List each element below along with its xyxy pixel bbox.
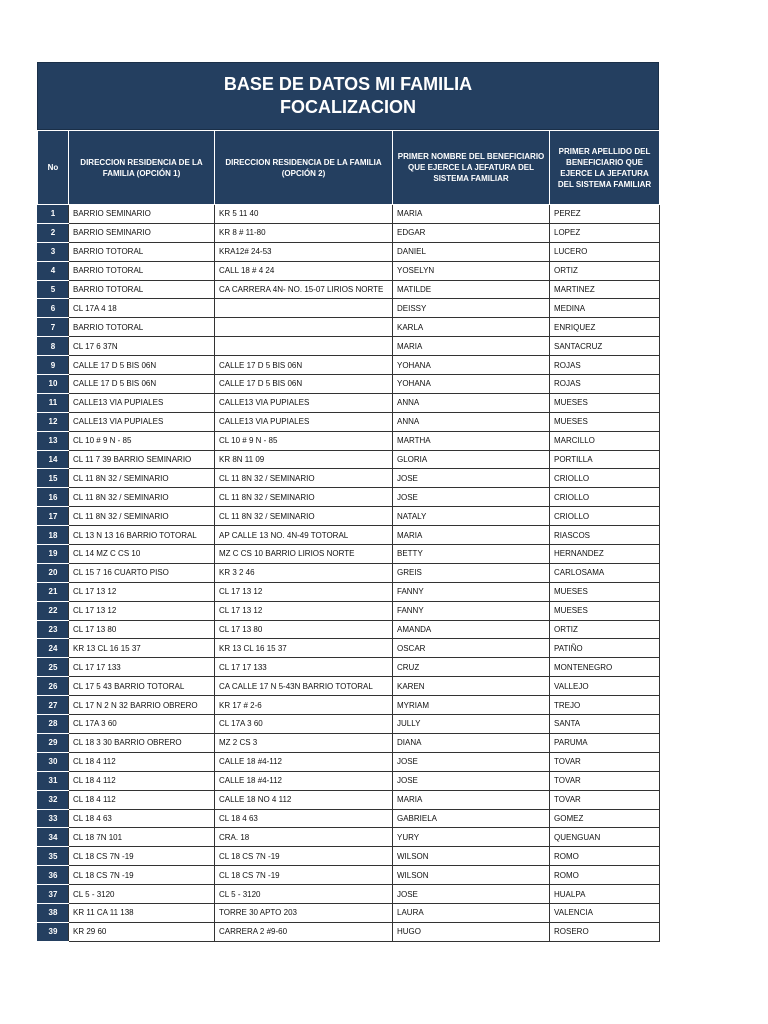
- table-row: [38, 733, 660, 752]
- header-no: No: [38, 131, 69, 205]
- last-name-cell: PATIÑO: [550, 639, 660, 658]
- address-1-cell: CL 18 4 63: [69, 809, 215, 828]
- first-name-cell: MARIA: [393, 205, 550, 224]
- last-name-cell: MUESES: [550, 601, 660, 620]
- table-row: [38, 828, 660, 847]
- table-row: [38, 885, 660, 904]
- last-name-cell: VALENCIA: [550, 903, 660, 922]
- table-row: [38, 715, 660, 734]
- address-2-cell: [215, 318, 393, 337]
- last-name-cell: CRIOLLO: [550, 488, 660, 507]
- first-name-cell: KARLA: [393, 318, 550, 337]
- table-row: [38, 488, 660, 507]
- last-name-cell: MUESES: [550, 582, 660, 601]
- title-line-2: FOCALIZACION: [280, 97, 416, 117]
- address-1-cell: KR 29 60: [69, 922, 215, 941]
- table-row: [38, 205, 660, 224]
- table-row: [38, 469, 660, 488]
- first-name-cell: CRUZ: [393, 658, 550, 677]
- table-row: [38, 261, 660, 280]
- address-2-cell: CL 18 CS 7N -19: [215, 866, 393, 885]
- first-name-cell: KAREN: [393, 677, 550, 696]
- table-body: [38, 205, 660, 942]
- header-address-1: DIRECCION RESIDENCIA DE LA FAMILIA (OPCIÓN 1): [69, 131, 215, 205]
- address-2-cell: AP CALLE 13 NO. 4N-49 TOTORAL: [215, 526, 393, 545]
- address-2-cell: KR 8N 11 09: [215, 450, 393, 469]
- last-name-cell: TOVAR: [550, 790, 660, 809]
- row-number: 29: [38, 733, 69, 752]
- first-name-cell: DANIEL: [393, 242, 550, 261]
- table-row: [38, 356, 660, 375]
- row-number: 8: [38, 337, 69, 356]
- first-name-cell: YOHANA: [393, 356, 550, 375]
- row-number: 36: [38, 866, 69, 885]
- first-name-cell: WILSON: [393, 847, 550, 866]
- row-number: 11: [38, 393, 69, 412]
- first-name-cell: LAURA: [393, 903, 550, 922]
- row-number: 37: [38, 885, 69, 904]
- address-1-cell: CL 18 CS 7N -19: [69, 847, 215, 866]
- row-number: 30: [38, 752, 69, 771]
- address-2-cell: CRA. 18: [215, 828, 393, 847]
- row-number: 3: [38, 242, 69, 261]
- address-1-cell: CL 18 4 112: [69, 752, 215, 771]
- address-2-cell: CALLE 18 NO 4 112: [215, 790, 393, 809]
- row-number: 13: [38, 431, 69, 450]
- last-name-cell: QUENGUAN: [550, 828, 660, 847]
- last-name-cell: ENRIQUEZ: [550, 318, 660, 337]
- address-2-cell: CA CARRERA 4N- NO. 15-07 LIRIOS NORTE: [215, 280, 393, 299]
- address-1-cell: CL 18 4 112: [69, 771, 215, 790]
- address-1-cell: CL 11 7 39 BARRIO SEMINARIO: [69, 450, 215, 469]
- address-2-cell: CL 17A 3 60: [215, 715, 393, 734]
- address-1-cell: CL 18 CS 7N -19: [69, 866, 215, 885]
- last-name-cell: PEREZ: [550, 205, 660, 224]
- address-1-cell: BARRIO TOTORAL: [69, 242, 215, 261]
- row-number: 4: [38, 261, 69, 280]
- title-band: [37, 62, 659, 130]
- address-2-cell: CALLE 18 #4-112: [215, 771, 393, 790]
- first-name-cell: GABRIELA: [393, 809, 550, 828]
- address-2-cell: CA CALLE 17 N 5-43N BARRIO TOTORAL: [215, 677, 393, 696]
- address-2-cell: CALLE 18 #4-112: [215, 752, 393, 771]
- row-number: 2: [38, 223, 69, 242]
- address-2-cell: KR 17 # 2-6: [215, 696, 393, 715]
- address-2-cell: CARRERA 2 #9-60: [215, 922, 393, 941]
- table-row: [38, 563, 660, 582]
- spreadsheet: [37, 62, 659, 942]
- first-name-cell: MARIA: [393, 790, 550, 809]
- address-1-cell: CL 18 3 30 BARRIO OBRERO: [69, 733, 215, 752]
- address-1-cell: CL 17 5 43 BARRIO TOTORAL: [69, 677, 215, 696]
- row-number: 7: [38, 318, 69, 337]
- address-1-cell: CL 17 N 2 N 32 BARRIO OBRERO: [69, 696, 215, 715]
- address-2-cell: CALLE13 VIA PUPIALES: [215, 412, 393, 431]
- table-row: [38, 752, 660, 771]
- address-2-cell: MZ C CS 10 BARRIO LIRIOS NORTE: [215, 545, 393, 564]
- row-number: 12: [38, 412, 69, 431]
- row-number: 14: [38, 450, 69, 469]
- last-name-cell: ROJAS: [550, 356, 660, 375]
- table-row: [38, 847, 660, 866]
- table-row: [38, 658, 660, 677]
- address-2-cell: CL 11 8N 32 / SEMINARIO: [215, 488, 393, 507]
- first-name-cell: FANNY: [393, 582, 550, 601]
- address-1-cell: CL 17A 4 18: [69, 299, 215, 318]
- row-number: 19: [38, 545, 69, 564]
- address-1-cell: CL 11 8N 32 / SEMINARIO: [69, 469, 215, 488]
- address-2-cell: CL 17 17 133: [215, 658, 393, 677]
- first-name-cell: MARIA: [393, 526, 550, 545]
- header-row: [38, 131, 660, 205]
- table-row: [38, 450, 660, 469]
- row-number: 32: [38, 790, 69, 809]
- table-row: [38, 526, 660, 545]
- last-name-cell: CARLOSAMA: [550, 563, 660, 582]
- title-line-1: BASE DE DATOS MI FAMILIA: [223, 74, 473, 94]
- beneficiary-table: [37, 130, 660, 942]
- first-name-cell: MYRIAM: [393, 696, 550, 715]
- address-2-cell: CALLE13 VIA PUPIALES: [215, 393, 393, 412]
- address-1-cell: CL 17A 3 60: [69, 715, 215, 734]
- address-2-cell: CL 11 8N 32 / SEMINARIO: [215, 469, 393, 488]
- address-1-cell: BARRIO SEMINARIO: [69, 205, 215, 224]
- table-row: [38, 601, 660, 620]
- address-2-cell: CL 10 # 9 N - 85: [215, 431, 393, 450]
- row-number: 38: [38, 903, 69, 922]
- first-name-cell: WILSON: [393, 866, 550, 885]
- table-row: [38, 866, 660, 885]
- row-number: 21: [38, 582, 69, 601]
- last-name-cell: ROMO: [550, 866, 660, 885]
- last-name-cell: MEDINA: [550, 299, 660, 318]
- last-name-cell: SANTACRUZ: [550, 337, 660, 356]
- address-2-cell: CALL 18 # 4 24: [215, 261, 393, 280]
- first-name-cell: ANNA: [393, 412, 550, 431]
- address-1-cell: BARRIO TOTORAL: [69, 261, 215, 280]
- address-2-cell: CL 11 8N 32 / SEMINARIO: [215, 507, 393, 526]
- address-1-cell: CALLE 17 D 5 BIS 06N: [69, 356, 215, 375]
- address-1-cell: CALLE13 VIA PUPIALES: [69, 393, 215, 412]
- last-name-cell: CRIOLLO: [550, 469, 660, 488]
- table-row: [38, 318, 660, 337]
- last-name-cell: MUESES: [550, 393, 660, 412]
- row-number: 26: [38, 677, 69, 696]
- row-number: 15: [38, 469, 69, 488]
- row-number: 9: [38, 356, 69, 375]
- first-name-cell: GREIS: [393, 563, 550, 582]
- row-number: 31: [38, 771, 69, 790]
- address-2-cell: TORRE 30 APTO 203: [215, 903, 393, 922]
- row-number: 23: [38, 620, 69, 639]
- table-row: [38, 393, 660, 412]
- row-number: 35: [38, 847, 69, 866]
- address-1-cell: KR 11 CA 11 138: [69, 903, 215, 922]
- table-row: [38, 337, 660, 356]
- table-row: [38, 790, 660, 809]
- first-name-cell: OSCAR: [393, 639, 550, 658]
- address-2-cell: CALLE 17 D 5 BIS 06N: [215, 375, 393, 394]
- address-1-cell: CL 18 4 112: [69, 790, 215, 809]
- first-name-cell: AMANDA: [393, 620, 550, 639]
- row-number: 22: [38, 601, 69, 620]
- row-number: 27: [38, 696, 69, 715]
- last-name-cell: LUCERO: [550, 242, 660, 261]
- address-1-cell: CALLE13 VIA PUPIALES: [69, 412, 215, 431]
- last-name-cell: GOMEZ: [550, 809, 660, 828]
- first-name-cell: YURY: [393, 828, 550, 847]
- first-name-cell: JOSE: [393, 488, 550, 507]
- last-name-cell: PARUMA: [550, 733, 660, 752]
- table-row: [38, 412, 660, 431]
- last-name-cell: CRIOLLO: [550, 507, 660, 526]
- last-name-cell: MONTENEGRO: [550, 658, 660, 677]
- row-number: 1: [38, 205, 69, 224]
- address-1-cell: CL 17 13 12: [69, 582, 215, 601]
- row-number: 17: [38, 507, 69, 526]
- last-name-cell: RIASCOS: [550, 526, 660, 545]
- header-address-2: DIRECCION RESIDENCIA DE LA FAMILIA (OPCIÓN 2): [215, 131, 393, 205]
- last-name-cell: MARTINEZ: [550, 280, 660, 299]
- first-name-cell: EDGAR: [393, 223, 550, 242]
- address-2-cell: KR 13 CL 16 15 37: [215, 639, 393, 658]
- last-name-cell: HERNANDEZ: [550, 545, 660, 564]
- table-row: [38, 809, 660, 828]
- first-name-cell: YOHANA: [393, 375, 550, 394]
- first-name-cell: YOSELYN: [393, 261, 550, 280]
- row-number: 16: [38, 488, 69, 507]
- last-name-cell: TOVAR: [550, 752, 660, 771]
- last-name-cell: TREJO: [550, 696, 660, 715]
- first-name-cell: JOSE: [393, 469, 550, 488]
- address-1-cell: CL 11 8N 32 / SEMINARIO: [69, 507, 215, 526]
- address-1-cell: CL 17 6 37N: [69, 337, 215, 356]
- first-name-cell: DEISSY: [393, 299, 550, 318]
- row-number: 24: [38, 639, 69, 658]
- last-name-cell: MUESES: [550, 412, 660, 431]
- row-number: 5: [38, 280, 69, 299]
- address-2-cell: KR 8 # 11-80: [215, 223, 393, 242]
- address-2-cell: KR 5 11 40: [215, 205, 393, 224]
- last-name-cell: SANTA: [550, 715, 660, 734]
- table-row: [38, 507, 660, 526]
- address-1-cell: CL 15 7 16 CUARTO PISO: [69, 563, 215, 582]
- last-name-cell: ORTIZ: [550, 261, 660, 280]
- row-number: 28: [38, 715, 69, 734]
- address-2-cell: KRA12# 24-53: [215, 242, 393, 261]
- table-row: [38, 771, 660, 790]
- table-row: [38, 242, 660, 261]
- first-name-cell: ANNA: [393, 393, 550, 412]
- table-row: [38, 431, 660, 450]
- first-name-cell: JOSE: [393, 771, 550, 790]
- first-name-cell: BETTY: [393, 545, 550, 564]
- table-row: [38, 639, 660, 658]
- first-name-cell: FANNY: [393, 601, 550, 620]
- address-1-cell: CL 14 MZ C CS 10: [69, 545, 215, 564]
- address-1-cell: CL 17 13 80: [69, 620, 215, 639]
- address-2-cell: CL 17 13 80: [215, 620, 393, 639]
- address-1-cell: BARRIO TOTORAL: [69, 318, 215, 337]
- table-row: [38, 696, 660, 715]
- address-2-cell: CL 17 13 12: [215, 601, 393, 620]
- table-row: [38, 299, 660, 318]
- table-row: [38, 903, 660, 922]
- address-1-cell: CALLE 17 D 5 BIS 06N: [69, 375, 215, 394]
- address-2-cell: [215, 299, 393, 318]
- address-1-cell: CL 5 - 3120: [69, 885, 215, 904]
- table-row: [38, 922, 660, 941]
- address-2-cell: CALLE 17 D 5 BIS 06N: [215, 356, 393, 375]
- last-name-cell: TOVAR: [550, 771, 660, 790]
- address-2-cell: CL 5 - 3120: [215, 885, 393, 904]
- address-1-cell: CL 13 N 13 16 BARRIO TOTORAL: [69, 526, 215, 545]
- last-name-cell: ORTIZ: [550, 620, 660, 639]
- address-1-cell: BARRIO SEMINARIO: [69, 223, 215, 242]
- last-name-cell: LOPEZ: [550, 223, 660, 242]
- last-name-cell: VALLEJO: [550, 677, 660, 696]
- last-name-cell: ROJAS: [550, 375, 660, 394]
- first-name-cell: NATALY: [393, 507, 550, 526]
- header-first-name: PRIMER NOMBRE DEL BENEFICIARIO QUE EJERCE LA JEFATURA DEL SISTEMA FAMILIAR: [393, 131, 550, 205]
- address-2-cell: MZ 2 CS 3: [215, 733, 393, 752]
- row-number: 39: [38, 922, 69, 941]
- last-name-cell: HUALPA: [550, 885, 660, 904]
- address-1-cell: CL 11 8N 32 / SEMINARIO: [69, 488, 215, 507]
- row-number: 6: [38, 299, 69, 318]
- address-2-cell: [215, 337, 393, 356]
- row-number: 20: [38, 563, 69, 582]
- first-name-cell: HUGO: [393, 922, 550, 941]
- first-name-cell: MARTHA: [393, 431, 550, 450]
- table-row: [38, 375, 660, 394]
- table-row: [38, 582, 660, 601]
- first-name-cell: JOSE: [393, 885, 550, 904]
- table-row: [38, 280, 660, 299]
- address-2-cell: CL 18 4 63: [215, 809, 393, 828]
- address-1-cell: CL 17 13 12: [69, 601, 215, 620]
- table-row: [38, 223, 660, 242]
- row-number: 34: [38, 828, 69, 847]
- table-row: [38, 620, 660, 639]
- first-name-cell: JULLY: [393, 715, 550, 734]
- last-name-cell: PORTILLA: [550, 450, 660, 469]
- last-name-cell: ROSERO: [550, 922, 660, 941]
- address-1-cell: CL 10 # 9 N - 85: [69, 431, 215, 450]
- row-number: 10: [38, 375, 69, 394]
- address-2-cell: CL 18 CS 7N -19: [215, 847, 393, 866]
- last-name-cell: MARCILLO: [550, 431, 660, 450]
- address-1-cell: CL 17 17 133: [69, 658, 215, 677]
- first-name-cell: JOSE: [393, 752, 550, 771]
- address-1-cell: KR 13 CL 16 15 37: [69, 639, 215, 658]
- last-name-cell: ROMO: [550, 847, 660, 866]
- address-2-cell: CL 17 13 12: [215, 582, 393, 601]
- first-name-cell: MATILDE: [393, 280, 550, 299]
- address-2-cell: KR 3 2 46: [215, 563, 393, 582]
- table-row: [38, 545, 660, 564]
- row-number: 18: [38, 526, 69, 545]
- address-1-cell: BARRIO TOTORAL: [69, 280, 215, 299]
- table-row: [38, 677, 660, 696]
- address-1-cell: CL 18 7N 101: [69, 828, 215, 847]
- first-name-cell: GLORIA: [393, 450, 550, 469]
- first-name-cell: DIANA: [393, 733, 550, 752]
- row-number: 25: [38, 658, 69, 677]
- first-name-cell: MARIA: [393, 337, 550, 356]
- row-number: 33: [38, 809, 69, 828]
- header-last-name: PRIMER APELLIDO DEL BENEFICIARIO QUE EJERCE LA JEFATURA DEL SISTEMA FAMILIAR: [550, 131, 660, 205]
